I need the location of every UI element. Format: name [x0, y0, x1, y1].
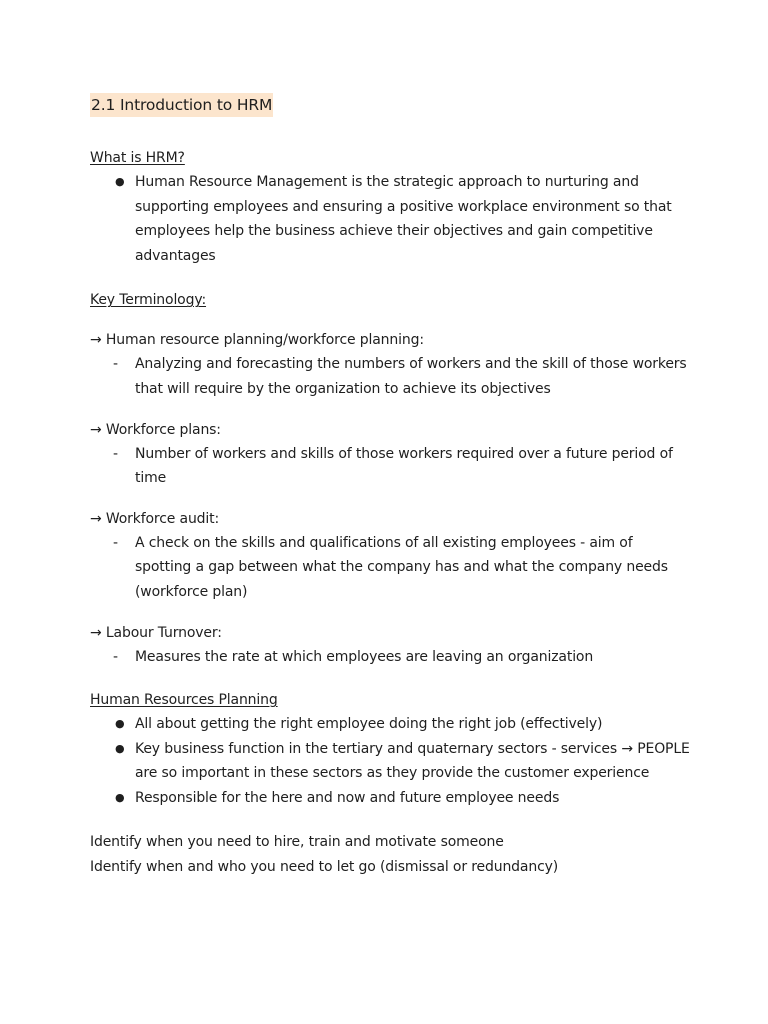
term-definition	[90, 442, 690, 491]
term-definition-text: A check on the skills and qualifications of all existing employees - aim of spotting a gap between what the company has and what the company needs (workforce plan)	[135, 534, 668, 600]
term-label: → Workforce plans:	[90, 421, 221, 438]
term-block	[90, 507, 690, 605]
document-body	[90, 93, 690, 880]
dash-icon: -	[113, 445, 118, 462]
term-block	[90, 328, 690, 401]
term-block	[90, 621, 690, 670]
dash-icon: -	[113, 648, 118, 665]
list-item-text: All about getting the right employee doing the right job (effectively)	[135, 716, 603, 733]
term-definition	[90, 645, 690, 670]
term-label: → Workforce audit:	[90, 510, 220, 527]
term-label: → Human resource planning/workforce planning:	[90, 332, 424, 349]
section-title-hr-planning: Human Resources Planning	[90, 692, 278, 709]
dash-icon: -	[113, 356, 118, 373]
term-definition-text: Analyzing and forecasting the numbers of workers and the skill of those workers that will require by the organization to achieve its objectives	[135, 356, 687, 397]
closing-line: Identify when you need to hire, train and motivate someone	[90, 833, 504, 850]
section-title-what-is-hrm: What is HRM?	[90, 150, 185, 166]
list-item-text: Human Resource Management is the strategic approach to nurturing and supporting employees and ensuring a positive workplace environment so that employees help the business achieve their objectives and gain competitive advantages	[135, 174, 672, 264]
bullet-icon: ●	[115, 717, 125, 731]
dash-icon: -	[113, 534, 118, 551]
term-definition	[90, 531, 690, 605]
term-definition	[90, 352, 690, 401]
what-is-hrm-list	[90, 170, 690, 268]
closing-notes	[90, 830, 690, 880]
page-title: 2.1 Introduction to HRM	[90, 93, 273, 117]
bullet-icon: ●	[115, 175, 125, 188]
list-item-text: Responsible for the here and now and future employee needs	[135, 789, 560, 806]
term-definition-text: Measures the rate at which employees are leaving an organization	[135, 648, 594, 665]
closing-line: Identify when and who you need to let go (dismissal or redundancy)	[90, 858, 559, 875]
list-item	[90, 712, 690, 737]
bullet-icon: ●	[115, 741, 125, 755]
bullet-icon: ●	[115, 790, 125, 804]
list-item	[90, 170, 690, 268]
term-block	[90, 418, 690, 491]
term-label: → Labour Turnover:	[90, 624, 222, 641]
list-item	[90, 737, 690, 786]
hr-planning-list	[90, 712, 690, 810]
list-item	[90, 786, 690, 811]
section-title-key-terminology: Key Terminology:	[90, 292, 207, 309]
term-definition-text: Number of workers and skills of those workers required over a future period of time	[135, 445, 673, 487]
list-item-text: Key business function in the tertiary and quaternary sectors - services → PEOPLE are so important in these sectors as they provide the customer experience	[135, 740, 690, 782]
